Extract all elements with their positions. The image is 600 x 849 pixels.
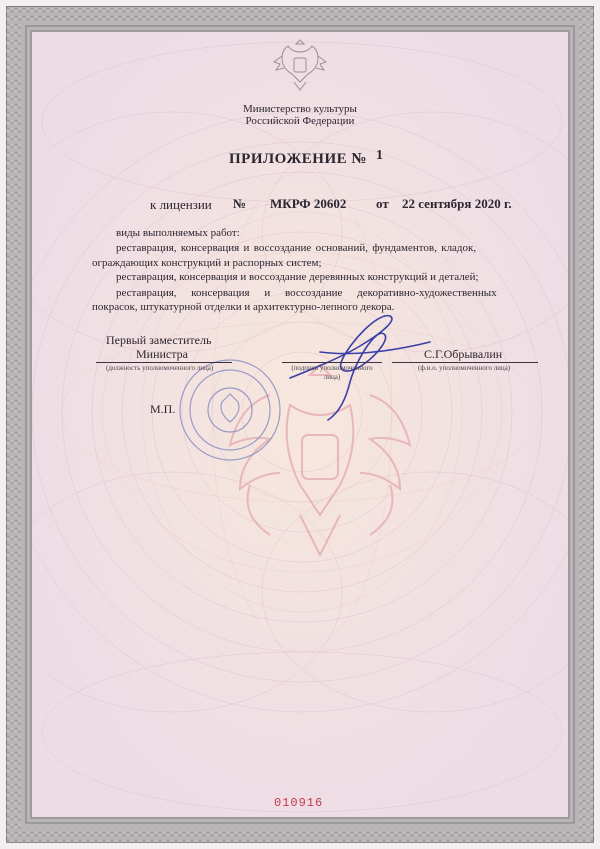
license-number-sign: № — [233, 196, 247, 211]
signature-caption — [290, 364, 374, 382]
signature-underline — [282, 362, 382, 363]
name-underline — [392, 362, 538, 363]
signature-caption-line-2: лица) — [323, 373, 341, 381]
ministry-line-2: Российской Федерации — [245, 115, 355, 127]
appendix-number: 1 — [376, 148, 383, 163]
appendix-heading: ПРИЛОЖЕНИЕ № — [229, 151, 367, 167]
license-prefix: к лицензии — [150, 197, 212, 212]
works-line-3: реставрация, консервация и воссоздание деревянных конструкций и деталей; — [116, 271, 479, 283]
stamp-place: М.П. — [150, 402, 176, 416]
signer-position-line-1: Первый заместитель — [106, 333, 212, 347]
license-date: 22 сентября 2020 г. — [402, 196, 512, 211]
serial-number: 010916 — [274, 796, 324, 810]
round-seal-stamp — [176, 356, 284, 464]
works-line-5: покрасок, штукатурной отделки и архитектурно-лепного декора. — [92, 301, 395, 313]
position-underline — [96, 362, 232, 363]
ministry-name — [0, 103, 600, 127]
double-headed-eagle-emblem — [268, 32, 332, 96]
ministry-line-1: Министерство культуры — [243, 103, 357, 115]
works-line-4: реставрация, консервация и воссоздание декоративно-художественных — [116, 287, 497, 299]
works-intro: виды выполняемых работ: — [116, 227, 240, 239]
position-caption: (должность уполномоченного лица) — [106, 364, 214, 372]
license-number: МКРФ 20602 — [270, 196, 347, 211]
works-line-1: реставрация, консервация и воссоздание оснований, фундаментов, кладок, — [116, 242, 477, 254]
signer-name: С.Г.Обрывалин — [424, 347, 503, 361]
signature-caption-line-1: (подпись уполномоченного — [291, 364, 373, 372]
works-line-2: ограждающих конструкций и распорных систем; — [92, 257, 322, 269]
signer-position-line-2: Министра — [136, 347, 188, 361]
name-caption: (ф.и.о. уполномоченного лица) — [418, 364, 511, 372]
license-from: от — [376, 196, 389, 211]
